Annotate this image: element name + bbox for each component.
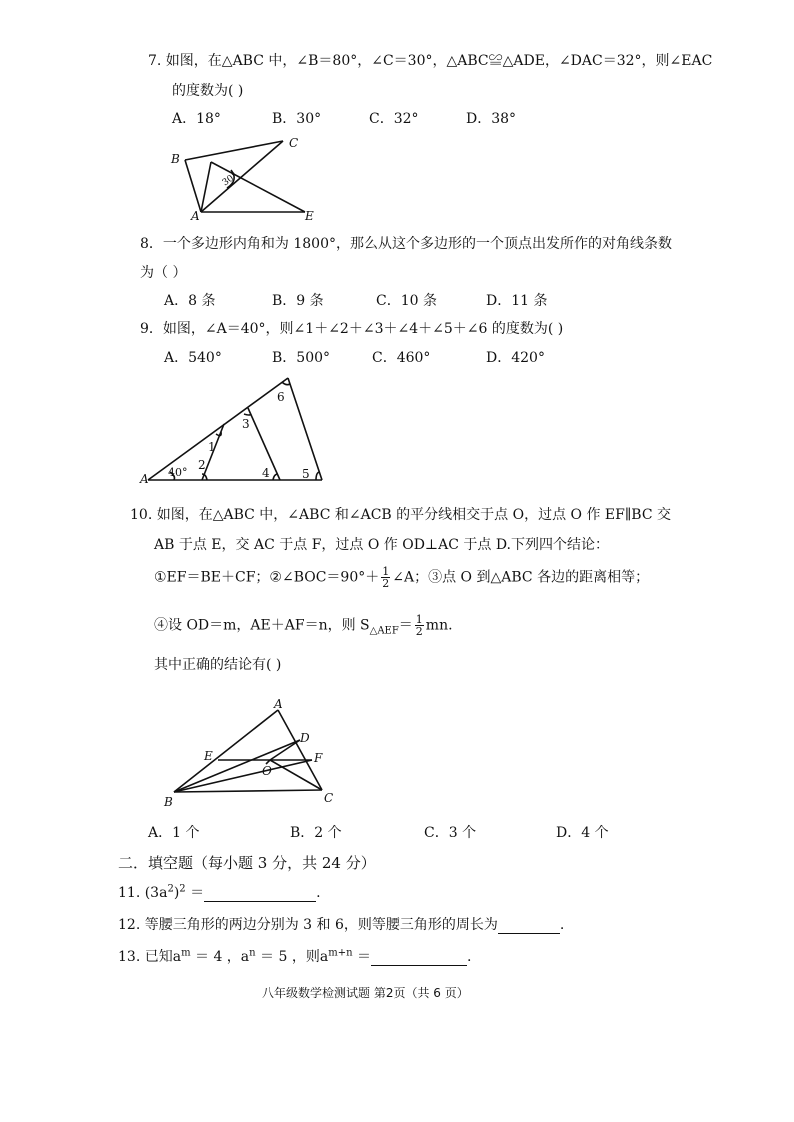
q11-mid: ) [173,885,180,901]
q7-stem-line1: 7. 如图，在△ABC 中，∠B＝80°，∠C＝30°，△ABC≌△ADE，∠DAC＝32°，则∠EAC [148,53,713,69]
q13-answer-blank[interactable] [371,965,467,966]
q10-c1-fraction [381,566,390,589]
q9-option-c: C．460° [372,350,431,366]
q10-c2-fraction [415,614,424,637]
q7-figure [165,132,325,224]
q10-stem-line1: 10. 如图，在△ABC 中，∠ABC 和∠ACB 的平分线相交于点 O，过点 O 作 EF∥BC 交 [130,507,672,523]
q11-sup2: 2 [179,883,186,895]
q13-sup3: m+n [328,947,353,959]
q9-option-a: A．540° [164,350,222,366]
q11-end: . [316,885,321,901]
q13 [118,946,471,966]
q10-option-d: D．4 个 [556,825,609,841]
q9-label-2: 2 [198,458,206,472]
q12 [118,914,564,934]
q11-suffix: ＝ [185,885,205,901]
q8-stem-line2: 为（ ） [140,265,187,281]
q11-prefix: 11. (3a [118,885,168,901]
q10-c2-subscript: △AEF [369,625,399,637]
q7-angle-label: 30° [220,171,240,189]
q13-t3: ＝ 5 ，则a [255,949,329,965]
q10-c2-denominator: 2 [415,625,423,638]
q10-c2-text-a: ④设 OD＝m，AE＋AF＝n，则 S [154,617,370,634]
q10-conclusion-4 [154,614,453,637]
q7-label-a: A [191,209,200,223]
q7-label-b: B [171,152,180,166]
q9-label-4: 4 [262,466,270,480]
q13-t2: ＝ 4 ，a [190,949,250,965]
q10-label-o: O [262,764,272,778]
q12-answer-blank[interactable] [498,933,560,934]
q9-label-6: 6 [277,390,285,404]
q7-option-b: B．30° [272,111,322,127]
q10-label-f: F [314,751,323,765]
q9-label-40: 40° [168,466,188,479]
q7-label-e: E [305,209,314,223]
q8-option-a: A．8 条 [164,293,216,309]
q10-stem-line5: 其中正确的结论有( ) [154,657,282,673]
q9-label-3: 3 [242,417,250,431]
q12-end: . [559,917,565,933]
q7-option-d: D．38° [466,111,517,127]
q10-c1-text-a: ①EF＝BE＋CF；②∠BOC＝90°＋ [154,569,380,586]
q9-figure [140,374,330,486]
q10-c2-numerator: 1 [415,613,423,626]
q10-conclusions-1-3 [154,566,649,589]
q10-label-c: C [324,791,334,805]
q10-option-a: A．1 个 [148,825,200,841]
q10-c1-text-b: ∠A；③点 O 到△ABC 各边的距离相等； [392,569,650,586]
q11-answer-blank[interactable] [204,901,316,902]
q13-t4: ＝ [352,949,371,965]
q9-label-1: 1 [208,440,216,454]
q13-end: . [466,949,472,965]
q8-stem-line1: 8．一个多边形内角和为 1800°，那么从这个多边形的一个顶点出发所作的对角线条数 [140,236,672,252]
q10-c2-text-c: mn. [425,617,453,634]
q10-label-b: B [164,795,173,809]
q9-label-a: A [140,472,149,486]
q8-option-c: C．10 条 [376,293,437,309]
q10-c2-text-b: ＝ [398,617,413,634]
page-footer: 八年级数学检测试题 第2页（共 6 页） [262,986,469,1000]
q13-sup1: m [181,947,191,959]
q8-option-b: B．9 条 [272,293,324,309]
q10-label-e: E [204,749,213,763]
q9-option-d: D．420° [486,350,545,366]
q9-stem: 9．如图，∠A＝40°，则∠1＋∠2＋∠3＋∠4＋∠5＋∠6 的度数为( ) [140,321,564,337]
q10-c1-numerator: 1 [382,565,390,578]
q10-stem-line2: AB 于点 E，交 AC 于点 F，过点 O 作 OD⊥AC 于点 D.下列四个结论： [154,537,609,553]
q13-text: 13. 已知a [118,949,182,965]
q10-figure [160,696,350,812]
q11 [118,882,321,902]
q9-label-5: 5 [302,467,310,481]
q10-label-d: D [300,731,310,745]
q13-sup2: n [249,947,256,959]
q8-option-d: D．11 条 [486,293,548,309]
q10-c1-denominator: 2 [382,577,390,590]
q11-sup: 2 [167,883,174,895]
q7-label-c: C [289,136,299,150]
q7-option-a: A．18° [172,111,221,127]
q12-text: 12. 等腰三角形的两边分别为 3 和 6，则等腰三角形的周长为 [118,917,498,933]
q7-option-c: C．32° [369,111,419,127]
q9-option-b: B．500° [272,350,331,366]
section2-heading: 二．填空题（每小题 3 分，共 24 分） [118,854,376,872]
q10-option-c: C．3 个 [424,825,477,841]
q10-label-a: A [274,697,283,711]
q7-stem-line2: 的度数为( ) [172,83,244,99]
q10-option-b: B．2 个 [290,825,342,841]
